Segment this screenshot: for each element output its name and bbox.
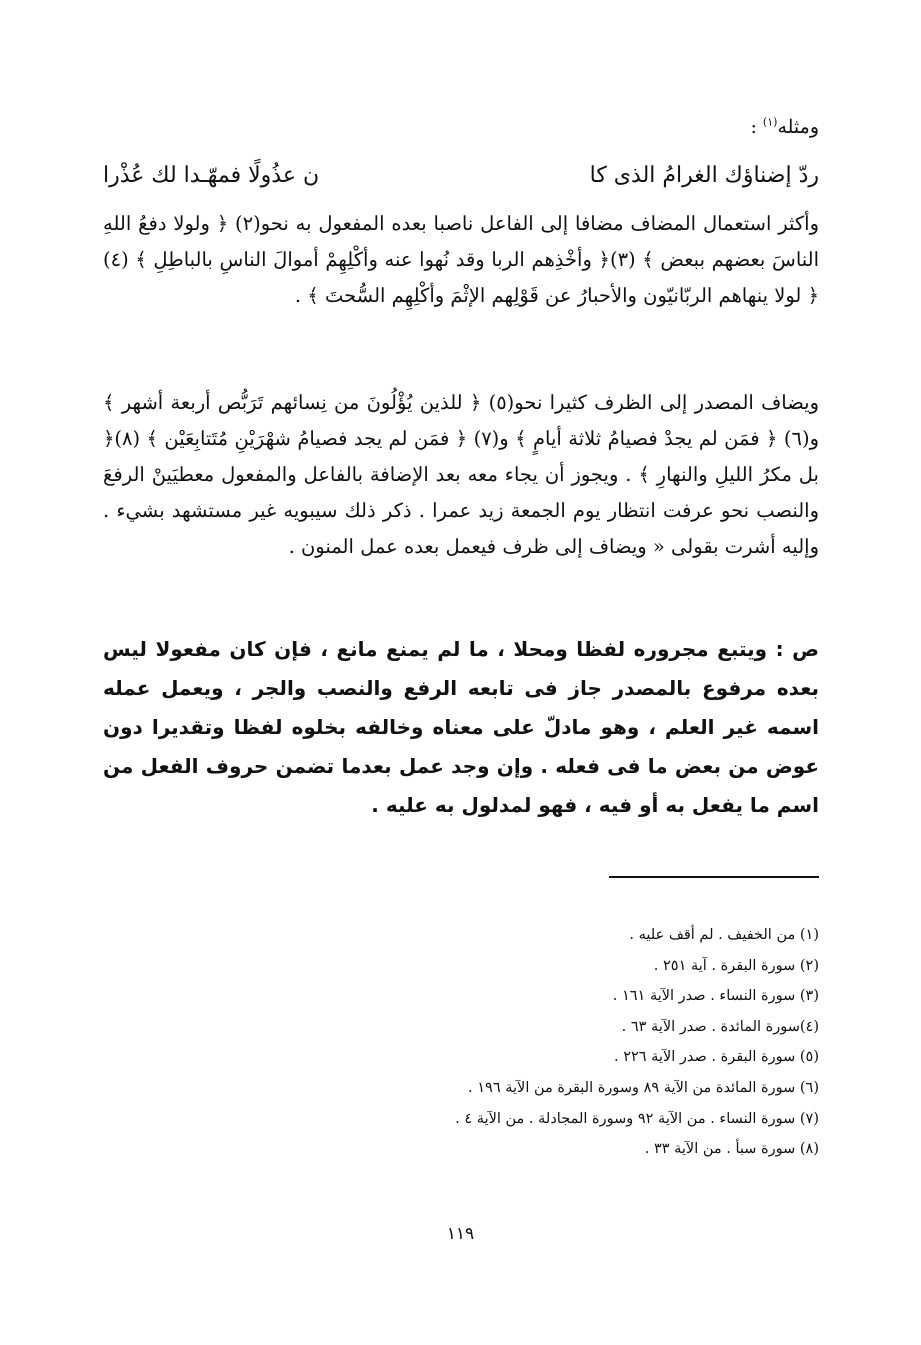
intro-line — [103, 113, 819, 141]
poetry-verse — [103, 158, 819, 194]
footnote-item: (١) من الخفيف . لم أقف عليه . — [629, 927, 819, 943]
footnote-item: (٥) سورة البقرة . صدر الآية ٢٢٦ . — [613, 1049, 819, 1066]
page-number: ١١٩ — [446, 1224, 475, 1244]
paragraph-adverb: ويضاف المصدر إلى الظرف كثيرا نحو(٥) ﴿ للذين يُؤْلُونَ من نِسائهم تَرَبُّص أربعة أشهر ﴾ و(٦) ﴿ فمَن لم يجدْ فصيامُ ثلاثة أيامٍ ﴾ و(٧) ﴿ فمَن لم يجد فصيامُ شهْرَيْنِ مُتَتابِعَيْن ﴾ (٨)﴿ بل مكرُ الليلِ والنهارِ ﴾ . ويجوز أن يجاء معه بعد الإضافة بالفاعل والمفعول معطيَينْ الرفعَ والنصب نحو عرفت انتظار يوم الجمعة زيد عمرا . ذكر ذلك سيبويه غير مستشهد بشيء . وإليه أشرت بقولى « ويضاف إلى ظرف فيعمل بعده عمل المنون . — [103, 391, 819, 558]
footnote-item: (٧) سورة النساء . من الآية ٩٢ وسورة المجادلة . من الآية ٤ . — [455, 1110, 819, 1127]
footnote-item: (٣) سورة النساء . صدر الآية ١٦١ . — [612, 988, 819, 1005]
bold-rule-text: ص : ويتبع مجروره لفظا ومحلا ، ما لم يمنع مانع ، فإن كان مفعولا ليس بعده مرفوع بالمصدر جاز فى تابعه الرفع والنصب والجر ، ويعمل عمله اسمه غير العلم ، وهو مادلّ على معناه وخالفه بخلوه لفظا وتقديرا دون عوض من بعض ما فى فعله . وإن وجد عمل بعدما تضمن حروف الفعل من اسم ما يفعل به أو فيه ، فهو لمدلول به عليه . — [103, 637, 819, 817]
footnote-separator — [609, 876, 819, 878]
footnotes-list — [103, 920, 819, 1165]
footnote-item: (٤)سورة المائدة . صدر الآية ٦٣ . — [621, 1018, 819, 1035]
verse-second-hemistich: ن عذُولًا فمهّـدا لك عُذْرا — [103, 163, 320, 188]
footnote-marker: (١) — [762, 115, 778, 129]
intro-colon: : — [750, 116, 763, 138]
intro-text: ومثله — [777, 116, 819, 138]
footnote-item: (٨) سورة سبأ . من الآية ٣٣ . — [644, 1141, 819, 1158]
footnote-item: (٢) سورة البقرة . آية ٢٥١ . — [653, 957, 819, 974]
footnote-item: (٦) سورة المائدة من الآية ٨٩ وسورة البقرة من الآية ١٩٦ . — [468, 1079, 819, 1096]
verse-first-hemistich: ردّ إضناؤك الغرامُ الذى كا — [589, 163, 819, 188]
paragraph-subject-object: وأكثر استعمال المضاف مضافا إلى الفاعل ناصبا بعده المفعول به نحو(٢) ﴿ ولولا دفعُ اللهِ الناسَ بعضهم ببعض ﴾ (٣)﴿ وأخْذِهم الربا وقد نُهوا عنه وأكْلِهِمْ أموالَ الناسِ بالباطِلِ ﴾ (٤)﴿ لولا ينهاهم الربّانيّون والأحبارُ عن قَوْلِهم الإثْمَ وأكْلِهِم السُّحتَ ﴾ . — [103, 212, 820, 307]
